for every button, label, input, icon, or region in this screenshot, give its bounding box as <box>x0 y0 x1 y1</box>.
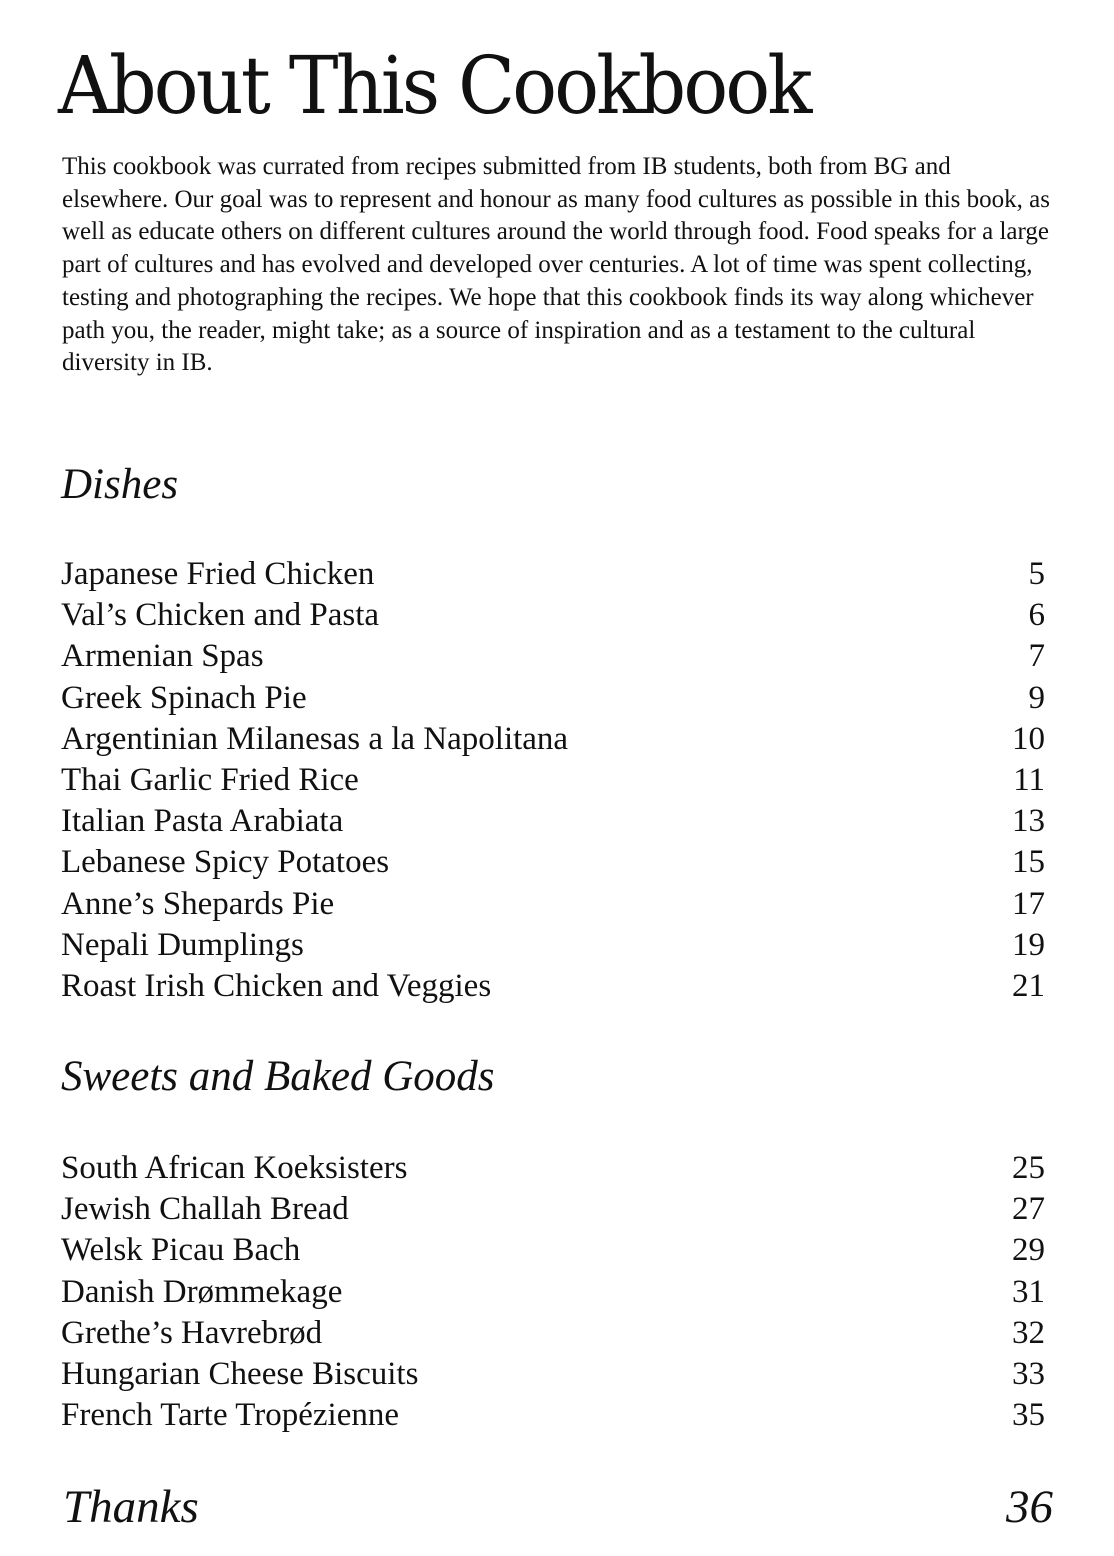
toc-entry-name: Grethe’s Havrebrød <box>61 1314 323 1351</box>
toc-entry[interactable] <box>61 1189 1045 1230</box>
dishes-heading: Dishes <box>61 461 179 508</box>
toc-entry[interactable] <box>61 801 1045 842</box>
toc-entry-name: Jewish Challah Bread <box>61 1191 349 1228</box>
toc-entry-page: 33 <box>1012 1355 1045 1392</box>
thanks-label: Thanks <box>63 1481 199 1533</box>
toc-entry-page: 17 <box>1012 885 1045 922</box>
toc-entry-name: Greek Spinach Pie <box>61 679 307 716</box>
toc-entry[interactable] <box>61 925 1045 966</box>
toc-entry-page: 9 <box>1028 679 1045 716</box>
toc-entry[interactable] <box>61 1354 1045 1395</box>
toc-entry[interactable] <box>61 1148 1045 1189</box>
toc-entry-page: 6 <box>1028 597 1045 634</box>
toc-entry-name: Argentinian Milanesas a la Napolitana <box>61 720 569 757</box>
toc-entry-page: 11 <box>1013 761 1045 798</box>
toc-entry-name: Japanese Fried Chicken <box>61 556 375 592</box>
toc-entry-name: Danish Drømmekage <box>61 1273 343 1310</box>
toc-entry-page: 10 <box>1012 720 1045 757</box>
toc-entry-page: 35 <box>1012 1397 1045 1434</box>
thanks-page: 36 <box>1006 1481 1053 1533</box>
thanks-entry[interactable] <box>63 1478 1053 1536</box>
toc-entry-name: Armenian Spas <box>61 638 264 675</box>
sweets-heading: Sweets and Baked Goods <box>61 1053 495 1100</box>
toc-entry-name: Roast Irish Chicken and Veggies <box>61 967 492 1004</box>
toc-entry-name: Lebanese Spicy Potatoes <box>61 844 390 881</box>
toc-entry-page: 21 <box>1012 967 1045 1004</box>
toc-entry-page: 31 <box>1012 1273 1045 1310</box>
toc-entry-page: 13 <box>1012 803 1045 840</box>
toc-entry-page: 25 <box>1012 1150 1045 1186</box>
toc-entry[interactable] <box>61 554 1045 595</box>
toc-entry[interactable] <box>61 1230 1045 1271</box>
toc-entry-name: Thai Garlic Fried Rice <box>61 761 359 798</box>
toc-entry[interactable] <box>61 842 1045 883</box>
toc-entry[interactable] <box>61 595 1045 636</box>
toc-entry[interactable] <box>61 1395 1045 1436</box>
toc-entry-page: 5 <box>1028 556 1045 592</box>
toc-entry-name: Nepali Dumplings <box>61 926 304 963</box>
toc-entry[interactable] <box>61 719 1045 760</box>
intro-paragraph: This cookbook was currated from recipes submitted from IB students, both from BG and elsewhere. Our goal was to represent and honour as many food cultures as possible in this book, as well as educate others on different cultures around the world through food. Food speaks for a large part of cultures and has evolved and developed over centuries. A lot of time was spent collecting, testing and photographing the recipes. We hope that this cookbook finds its way along whichever path you, the reader, might take; as a source of inspiration and as a testament to the cultural diversity in IB. <box>62 153 1050 377</box>
toc-entry-name: Italian Pasta Arabiata <box>61 803 344 840</box>
toc-entry-name: Hungarian Cheese Biscuits <box>61 1355 419 1392</box>
toc-entry-name: Welsk Picau Bach <box>61 1232 301 1269</box>
toc-entry-name: Val’s Chicken and Pasta <box>61 597 380 634</box>
toc-entry-page: 27 <box>1012 1191 1045 1228</box>
toc-entry-name: French Tarte Tropézienne <box>61 1397 399 1434</box>
toc-entry-page: 7 <box>1028 638 1045 675</box>
toc-entry-page: 32 <box>1012 1314 1045 1351</box>
toc-entry-name: South African Koeksisters <box>61 1150 408 1186</box>
toc-entry[interactable] <box>61 884 1045 925</box>
toc-entry[interactable] <box>61 1313 1045 1354</box>
toc-entry[interactable] <box>61 966 1045 1007</box>
toc-entry[interactable] <box>61 636 1045 677</box>
toc-entry[interactable] <box>61 760 1045 801</box>
dishes-list <box>61 554 1045 1007</box>
toc-entry-name: Anne’s Shepards Pie <box>61 885 335 922</box>
toc-entry[interactable] <box>61 1272 1045 1313</box>
toc-entry[interactable] <box>61 678 1045 719</box>
page-title: About This Cookbook <box>58 39 810 132</box>
toc-entry-page: 29 <box>1012 1232 1045 1269</box>
toc-entry-page: 15 <box>1012 844 1045 881</box>
sweets-list <box>61 1148 1045 1436</box>
toc-entry-page: 19 <box>1012 926 1045 963</box>
